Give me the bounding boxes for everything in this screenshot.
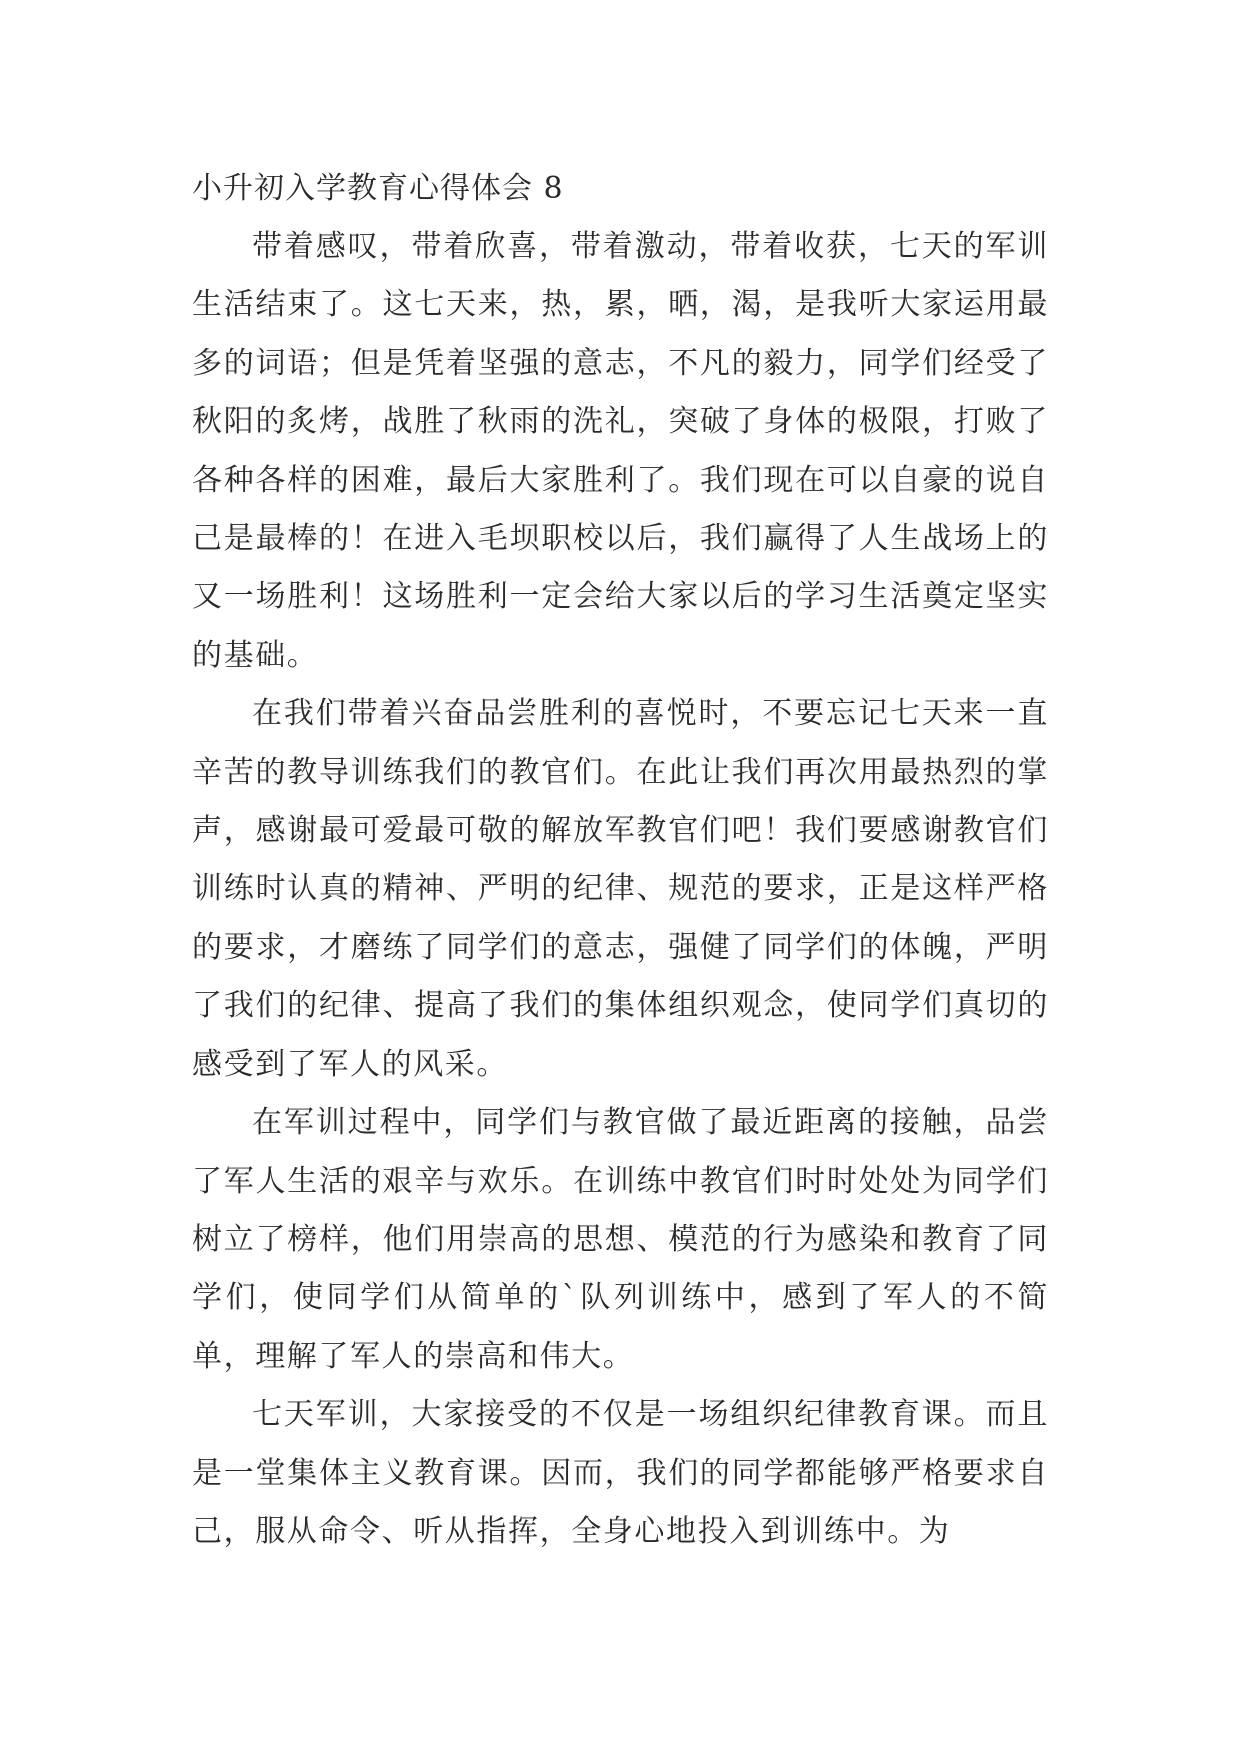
document-title: 小升初入学教育心得体会 8 (192, 171, 564, 206)
paragraph-1: 带着感叹，带着欣喜，带着激动，带着收获，七天的军训生活结束了。这七天来，热，累，晒，渴，是我听大家运用最多的词语；但是凭着坚强的意志，不凡的毅力，同学们经受了秋阳的炙烤，战胜了秋雨的洗礼，突破了身体的极限，打败了各种各样的困难，最后大家胜利了。我们现在可以自豪的说自己是最棒的！在进入毛坝职校以后，我们赢得了人生战场上的又一场胜利！这场胜利一定会给大家以后的学习生活奠定坚实的基础。 (192, 229, 1049, 673)
document-page (192, 160, 1049, 1561)
paragraph-3: 在军训过程中，同学们与教官做了最近距离的接触，品尝了军人生活的艰辛与欢乐。在训练中教官们时时处处为同学们树立了榜样，他们用崇高的思想、模范的行为感染和教育了同学们，使同学们从简单的`队列训练中，感到了军人的不简单，理解了军人的崇高和伟大。 (192, 1105, 1049, 1374)
paragraph-2: 在我们带着兴奋品尝胜利的喜悦时，不要忘记七天来一直辛苦的教导训练我们的教官们。在此让我们再次用最热烈的掌声，感谢最可爱最可敬的解放军教官们吧！我们要感谢教官们训练时认真的精神、严明的纪律、规范的要求，正是这样严格的要求，才磨练了同学们的意志，强健了同学们的体魄，严明了我们的纪律、提高了我们的集体组织观念，使同学们真切的感受到了军人的风采。 (192, 696, 1049, 1082)
paragraph-4: 七天军训，大家接受的不仅是一场组织纪律教育课。而且是一堂集体主义教育课。因而，我们的同学都能够严格要求自己，服从命令、听从指挥，全身心地投入到训练中。为 (192, 1397, 1049, 1549)
